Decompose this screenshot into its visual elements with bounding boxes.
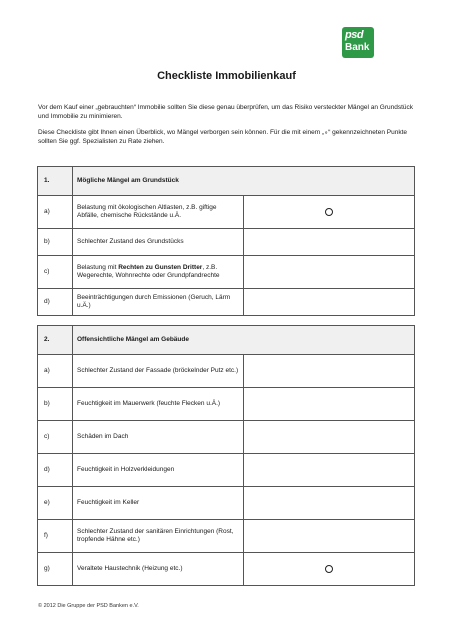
row-letter: g) xyxy=(38,553,73,586)
checklist-row xyxy=(38,520,415,553)
section-number: 2. xyxy=(38,326,73,355)
row-text-bold: Rechten zu Gunsten Dritter xyxy=(118,264,203,271)
specialist-mark-cell xyxy=(244,256,415,289)
row-letter: d) xyxy=(38,454,73,487)
specialist-mark-cell xyxy=(244,454,415,487)
specialist-mark-cell xyxy=(244,487,415,520)
row-text: Feuchtigkeit im Mauerwerk (feuchte Flecken u.Ä.) xyxy=(73,388,244,421)
row-text: Schlechter Zustand des Grundstücks xyxy=(73,229,244,256)
specialist-mark-cell xyxy=(244,196,415,229)
specialist-mark-cell xyxy=(244,355,415,388)
page-title: Checkliste Immobilienkauf xyxy=(157,70,296,82)
copyright-footer: © 2012 Die Gruppe der PSD Banken e.V. xyxy=(38,603,139,609)
checklist-row xyxy=(38,229,415,256)
row-text: Schlechter Zustand der sanitären Einrichtungen (Rost, tropfende Hähne etc.) xyxy=(73,520,244,553)
specialist-mark-cell xyxy=(244,388,415,421)
row-text-post: , z.B. Wegerechte, Wohnrechte oder Grundpfandrechte xyxy=(77,264,220,279)
specialist-mark-cell xyxy=(244,553,415,586)
checklist-row xyxy=(38,388,415,421)
row-text: Belastung mit ökologischen Altlasten, z.B. giftige Abfälle, chemische Rückstände u.Ä. xyxy=(73,196,244,229)
specialist-ring-icon xyxy=(325,565,333,573)
specialist-mark-cell xyxy=(244,520,415,553)
row-letter: d) xyxy=(38,289,73,316)
specialist-mark-cell xyxy=(244,289,415,316)
checklist-table-gebaeude xyxy=(37,325,415,586)
section-heading: Offensichtliche Mängel am Gebäude xyxy=(73,326,415,355)
checklist-row xyxy=(38,196,415,229)
section-header-row xyxy=(38,326,415,355)
section-header-row xyxy=(38,167,415,196)
row-letter: f) xyxy=(38,520,73,553)
specialist-mark-cell xyxy=(244,229,415,256)
row-letter: e) xyxy=(38,487,73,520)
row-text: Feuchtigkeit in Holzverkleidungen xyxy=(73,454,244,487)
row-letter: a) xyxy=(38,196,73,229)
row-text: Veraltete Haustechnik (Heizung etc.) xyxy=(73,553,244,586)
checklist-row xyxy=(38,289,415,316)
checklist-row xyxy=(38,355,415,388)
row-letter: b) xyxy=(38,388,73,421)
row-text: Schlechter Zustand der Fassade (bröckelnder Putz etc.) xyxy=(73,355,244,388)
row-text: Schäden im Dach xyxy=(73,421,244,454)
row-text: Feuchtigkeit im Keller xyxy=(73,487,244,520)
specialist-ring-icon xyxy=(325,208,333,216)
logo-line1: psd xyxy=(345,29,364,41)
checklist-row xyxy=(38,256,415,289)
section-heading: Mögliche Mängel am Grundstück xyxy=(73,167,415,196)
row-text xyxy=(73,256,244,289)
row-text-pre: Belastung mit xyxy=(77,264,119,271)
row-text: Beeinträchtigungen durch Emissionen (Geruch, Lärm u.Ä.) xyxy=(73,289,244,316)
checklist-table-grundstueck xyxy=(37,166,415,316)
logo-line2: Bank xyxy=(345,42,370,53)
row-letter: a) xyxy=(38,355,73,388)
row-letter: b) xyxy=(38,229,73,256)
intro-paragraph-1: Vor dem Kauf einer „gebrauchten“ Immobilie sollten Sie diese genau überprüfen, um das Risiko versteckter Mängel an Grundstück und Immobilie zu minimieren. xyxy=(38,104,414,120)
specialist-mark-cell xyxy=(244,421,415,454)
intro-paragraph-2: Diese Checkliste gibt Ihnen einen Überblick, wo Mängel verborgen sein können. Für die mit einem „∘“ gekennzeichneten Punkte sollten Sie ggf. Spezialisten zu Rate ziehen. xyxy=(38,129,407,145)
checklist-row xyxy=(38,421,415,454)
checklist-row xyxy=(38,553,415,586)
psd-bank-logo xyxy=(342,27,374,58)
section-number: 1. xyxy=(38,167,73,196)
row-letter: c) xyxy=(38,256,73,289)
row-letter: c) xyxy=(38,421,73,454)
checklist-row xyxy=(38,487,415,520)
checklist-row xyxy=(38,454,415,487)
